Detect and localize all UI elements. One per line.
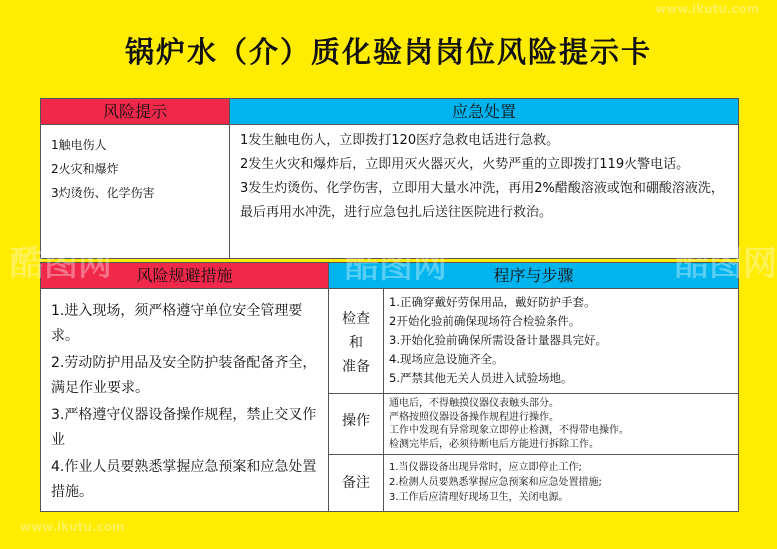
list-item: 2发生火灾和爆炸后，立即用灭火器灭火，火势严重的立即拨打119火警电话。 <box>240 157 690 172</box>
inspect-list <box>389 293 734 388</box>
watermark-logo: 酷图网 <box>345 246 447 286</box>
notes-list <box>389 460 734 505</box>
list-item: 4.作业人员要熟悉掌握应急预案和应急处置措施。 <box>51 459 317 500</box>
row-divider <box>329 393 738 394</box>
avoidance-list <box>51 299 321 505</box>
list-item: 工作中发现有异常现象立即停止检测，不得带电操作。 <box>389 425 629 436</box>
watermark-site: www.ikutu.com <box>20 520 125 534</box>
list-item: 1发生触电伤人，立即拨打120医疗急救电话进行急救。 <box>240 133 560 148</box>
risk-tips-list <box>51 133 155 205</box>
watermark-site: www.ikutu.com <box>655 2 760 16</box>
watermark-logo: 酷图网 <box>10 244 112 284</box>
list-item: 3.开始化验前确保所需设备计量器具完好。 <box>389 333 607 347</box>
list-item: 3发生灼烫伤、化学伤害，立即用大量水冲洗，再用2%醋酸溶液或饱和硼酸溶液洗，最后再用水冲洗，进行应急包扎后送往医院进行救治。 <box>240 181 724 220</box>
emergency-header: 应急处置 <box>229 98 739 125</box>
list-item: 1.正确穿戴好劳保用品，戴好防护手套。 <box>389 295 596 309</box>
list-item: 严格按照仪器设备操作规程进行操作。 <box>389 411 559 423</box>
operate-label: 操作 <box>342 413 370 429</box>
list-item: 1.当仪器设备出现异常时，应立即停止工作; <box>389 462 582 473</box>
notes-label: 备注 <box>342 475 370 491</box>
list-item: 2.劳动防护用品及安全防护装备配备齐全，满足作业要求。 <box>51 355 317 396</box>
emergency-panel <box>229 124 739 259</box>
list-item: 3.工作后应清理好现场卫生，关闭电源。 <box>389 492 569 503</box>
list-item: 4.现场应急设施齐全。 <box>389 352 504 366</box>
list-item: 1.进入现场，须严格遵守单位安全管理要求。 <box>51 303 303 344</box>
operate-list <box>389 397 734 451</box>
avoidance-panel <box>40 288 329 512</box>
list-item: 通电后，不得触摸仪器仪表触头部分。 <box>389 398 559 409</box>
page-title: 锅炉水（介）质化验岗岗位风险提示卡 <box>124 35 652 69</box>
risk-tips-panel <box>40 124 230 259</box>
procedure-panel <box>328 288 739 512</box>
list-item: 3.严格遵守仪器设备操作规程，禁止交叉作业 <box>51 407 317 448</box>
list-item: 5.严禁其他无关人员进入试验场地。 <box>389 371 573 385</box>
emergency-list <box>240 129 730 225</box>
list-item: 2.检测人员要熟悉掌握应急预案和应急处置措施; <box>389 477 602 488</box>
watermark-logo: 酷图网 <box>675 244 777 284</box>
list-item: 1触电伤人 <box>51 138 107 152</box>
column-divider <box>383 289 384 511</box>
list-item: 2火灾和爆炸 <box>51 162 119 176</box>
list-item: 检测完毕后，必须待断电后方能进行拆除工作。 <box>389 438 599 450</box>
risk-tips-header: 风险提示 <box>40 98 230 125</box>
list-item: 2开始化验前确保现场符合检验条件。 <box>389 314 581 328</box>
procedure-header: 程序与步骤 <box>328 262 739 289</box>
avoidance-header: 风险规避措施 <box>40 262 329 289</box>
list-item: 3灼烫伤、化学伤害 <box>51 186 155 200</box>
inspect-label: 检查 和 准备 <box>342 311 370 375</box>
row-divider <box>329 454 738 455</box>
